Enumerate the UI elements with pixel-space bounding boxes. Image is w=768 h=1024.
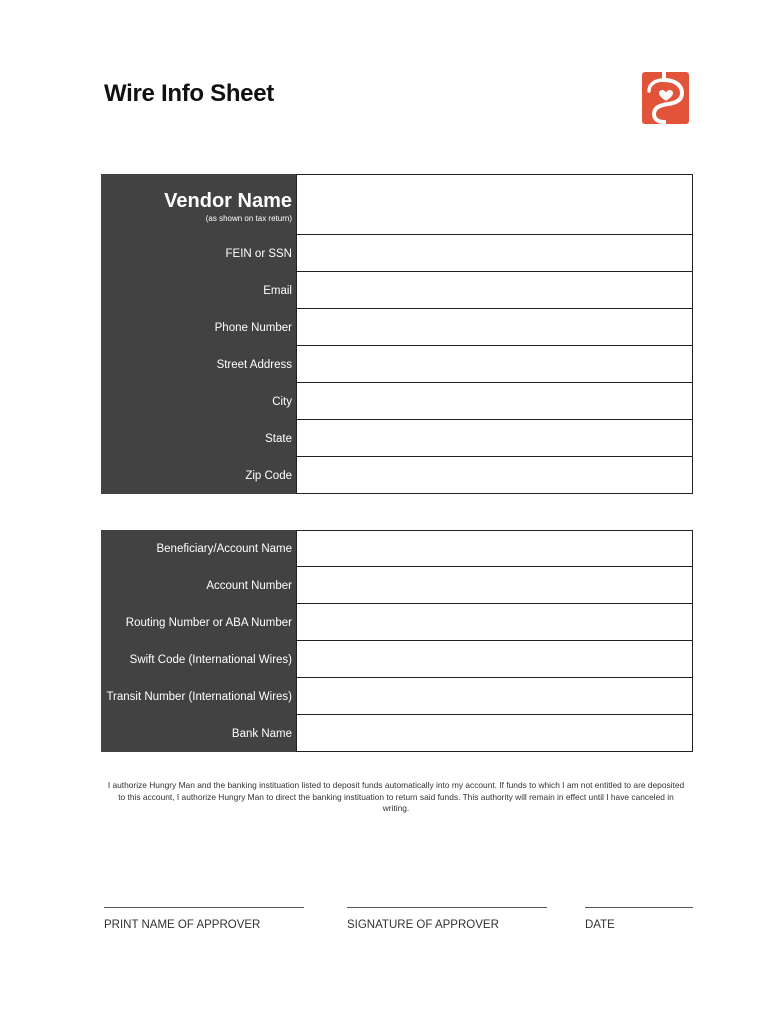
zip-code-label: Zip Code [101,457,296,494]
date-caption: DATE [585,919,615,931]
phone-number-label: Phone Number [101,309,296,346]
beneficiary-name-label: Beneficiary/Account Name [101,530,296,567]
bank-name-label: Bank Name [101,715,296,752]
phone-number-field[interactable] [296,309,693,346]
print-name-line[interactable] [104,903,304,908]
account-number-label: Account Number [101,567,296,604]
routing-number-label: Routing Number or ABA Number [101,604,296,641]
vendor-info-table [101,174,693,494]
beneficiary-name-field[interactable] [296,530,693,567]
email-field[interactable] [296,272,693,309]
email-label: Email [101,272,296,309]
date-block [585,903,693,931]
fein-ssn-label: FEIN or SSN [101,235,296,272]
swift-code-label: Swift Code (International Wires) [101,641,296,678]
routing-number-field[interactable] [296,604,693,641]
state-field[interactable] [296,420,693,457]
state-label: State [101,420,296,457]
account-number-field[interactable] [296,567,693,604]
vendor-name-label-cell [101,174,296,235]
vendor-name-note: (as shown on tax return) [205,213,292,223]
vendor-name-field[interactable] [296,174,693,235]
street-address-label: Street Address [101,346,296,383]
authorization-text: I authorize Hungry Man and the banking instituation listed to deposit funds automatically into my account. If funds to which I am not entitled to are deposited to this account, I authorize Hungry Man to direct the banking instituation to return said funds. This authority will remain in effect until I have canceled in writing. [107,780,685,814]
city-label: City [101,383,296,420]
street-address-field[interactable] [296,346,693,383]
print-name-signature-block [104,903,304,931]
signature-line[interactable] [347,903,547,908]
fein-ssn-field[interactable] [296,235,693,272]
bank-name-field[interactable] [296,715,693,752]
swift-code-field[interactable] [296,641,693,678]
city-field[interactable] [296,383,693,420]
page-title: Wire Info Sheet [104,80,274,107]
zip-code-field[interactable] [296,457,693,494]
transit-number-field[interactable] [296,678,693,715]
vendor-name-label: Vendor Name [164,189,292,212]
date-line[interactable] [585,903,693,908]
hungry-man-logo-icon [642,72,689,124]
signature-block [347,903,547,931]
bank-info-table [101,530,693,752]
print-name-caption: PRINT NAME OF APPROVER [104,919,261,931]
transit-number-label: Transit Number (International Wires) [101,678,296,715]
signature-caption: SIGNATURE OF APPROVER [347,919,499,931]
